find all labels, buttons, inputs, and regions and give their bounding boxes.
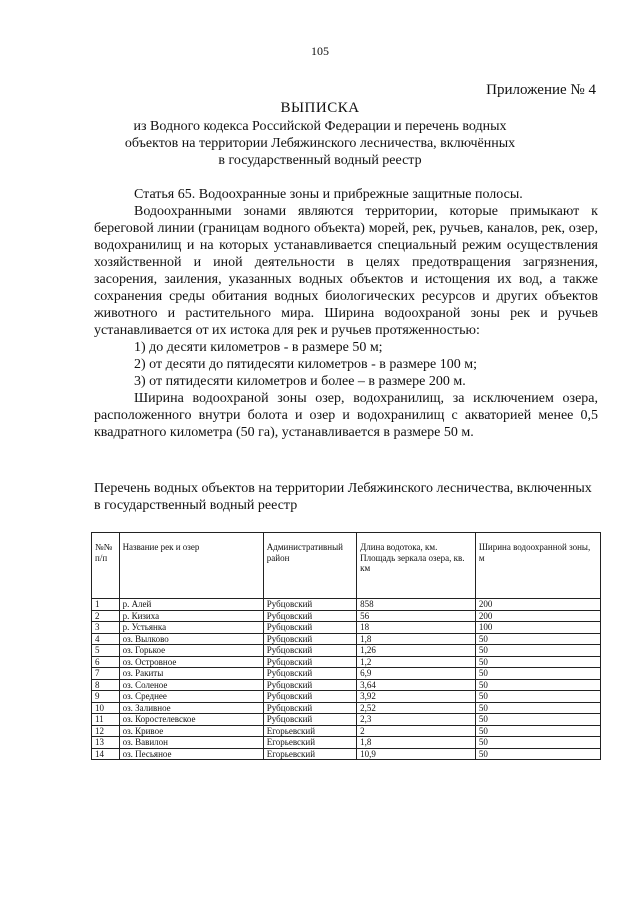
cell-length-area: 858 [357,599,476,611]
cell-zone-width: 50 [475,748,600,760]
table-body [92,599,601,760]
water-objects-table [91,532,601,760]
cell-zone-width: 50 [475,668,600,680]
cell-district: Рубцовский [263,645,356,657]
table-row [92,645,601,657]
table-row [92,748,601,760]
cell-zone-width: 50 [475,656,600,668]
cell-name: оз. Вылково [119,633,263,645]
list-item: 2) от десяти до пятидесяти километров - в размере 100 м; [134,357,477,372]
table-row [92,610,601,622]
appendix-label: Приложение № 4 [486,82,596,98]
cell-zone-width: 50 [475,633,600,645]
cell-number: 12 [92,725,120,737]
table-row [92,702,601,714]
cell-district: Егорьевский [263,737,356,749]
list-caption: Перечень водных объектов на территории Лебяжинского лесничества, включенных в государственный водный реестр [94,481,592,513]
cell-length-area: 3,92 [357,691,476,703]
cell-district: Рубцовский [263,702,356,714]
header-number: №№ п/п [92,533,120,599]
cell-name: оз. Среднее [119,691,263,703]
list-item: 3) от пятидесяти километров и более – в размере 200 м. [134,374,466,389]
cell-number: 14 [92,748,120,760]
cell-name: р. Алей [119,599,263,611]
cell-district: Рубцовский [263,691,356,703]
table-row [92,691,601,703]
table-row [92,656,601,668]
cell-district: Рубцовский [263,633,356,645]
cell-name: оз. Вавилон [119,737,263,749]
cell-zone-width: 200 [475,610,600,622]
cell-district: Рубцовский [263,622,356,634]
table-row [92,622,601,634]
document-title: ВЫПИСКА [280,100,360,116]
cell-zone-width: 50 [475,645,600,657]
cell-name: оз. Ракиты [119,668,263,680]
cell-length-area: 18 [357,622,476,634]
cell-zone-width: 50 [475,714,600,726]
cell-length-area: 56 [357,610,476,622]
cell-length-area: 1,8 [357,737,476,749]
cell-name: оз. Горькое [119,645,263,657]
header-zone-width: Ширина водоохранной зоны, м [475,533,600,599]
cell-number: 10 [92,702,120,714]
article-heading: Статья 65. Водоохранные зоны и прибрежные защитные полосы. [134,187,523,202]
cell-number: 7 [92,668,120,680]
cell-name: р. Устьянка [119,622,263,634]
table-header-row [92,533,601,599]
article-paragraph-2: Ширина водоохраной зоны озер, водохранилищ, за исключением озера, расположенного внутри болота и озер и водохранилищ с акваторией менее 0,5 квадратного километра (50 га), устанавливается в размере 50 м. [94,391,598,440]
table-row [92,737,601,749]
cell-length-area: 6,9 [357,668,476,680]
table-row [92,599,601,611]
cell-district: Егорьевский [263,725,356,737]
cell-number: 13 [92,737,120,749]
cell-number: 3 [92,622,120,634]
cell-number: 11 [92,714,120,726]
article-paragraph-1: Водоохранными зонами являются территории, которые примыкают к береговой линии (границам водного объекта) морей, рек, ручьев, каналов, рек, озер, водохранилищ и на которых устанавливается специальный режим осуществления хозяйственной и иной деятельности в целях предотвращения загрязнения, засорения, заиления, указанных водных объектов и истощения их вод, а также сохранения среды обитания водных биологических ресурсов и других объектов животного и растительного мира. Ширина водоохраной зоны рек и ручьев устанавливается от их истока для рек и ручьев протяженностью: [94,204,598,338]
page-number: 105 [311,44,329,58]
cell-zone-width: 50 [475,679,600,691]
cell-district: Егорьевский [263,748,356,760]
cell-zone-width: 100 [475,622,600,634]
table-row [92,714,601,726]
cell-length-area: 3,64 [357,679,476,691]
header-length-area: Длина водотока, км. Площадь зеркала озера, кв. км [357,533,476,599]
list-item: 1) до десяти километров - в размере 50 м; [134,340,383,355]
header-district: Административный район [263,533,356,599]
cell-name: оз. Островное [119,656,263,668]
cell-length-area: 10,9 [357,748,476,760]
cell-number: 1 [92,599,120,611]
document-subtitle: из Водного кодекса Российской Федерации и перечень водных объектов на территории Лебяжинского лесничества, включённых в государственный водный реестр [124,119,516,168]
cell-length-area: 2,3 [357,714,476,726]
cell-district: Рубцовский [263,668,356,680]
cell-number: 4 [92,633,120,645]
cell-length-area: 1,2 [357,656,476,668]
cell-length-area: 1,26 [357,645,476,657]
cell-zone-width: 50 [475,725,600,737]
cell-district: Рубцовский [263,610,356,622]
cell-zone-width: 200 [475,599,600,611]
cell-district: Рубцовский [263,714,356,726]
table-row [92,679,601,691]
article-section [94,186,598,441]
cell-number: 2 [92,610,120,622]
cell-number: 5 [92,645,120,657]
cell-name: оз. Коростелевское [119,714,263,726]
cell-district: Рубцовский [263,656,356,668]
cell-number: 9 [92,691,120,703]
table-row [92,725,601,737]
cell-length-area: 2,52 [357,702,476,714]
cell-length-area: 1,8 [357,633,476,645]
cell-name: оз. Соленое [119,679,263,691]
cell-zone-width: 50 [475,691,600,703]
cell-district: Рубцовский [263,599,356,611]
cell-name: оз. Кривое [119,725,263,737]
cell-number: 6 [92,656,120,668]
cell-number: 8 [92,679,120,691]
cell-zone-width: 50 [475,702,600,714]
cell-district: Рубцовский [263,679,356,691]
table-row [92,668,601,680]
cell-name: р. Кизиха [119,610,263,622]
cell-name: оз. Песьяное [119,748,263,760]
cell-length-area: 2 [357,725,476,737]
cell-name: оз. Заливное [119,702,263,714]
header-name: Название рек и озер [119,533,263,599]
table-row [92,633,601,645]
cell-zone-width: 50 [475,737,600,749]
